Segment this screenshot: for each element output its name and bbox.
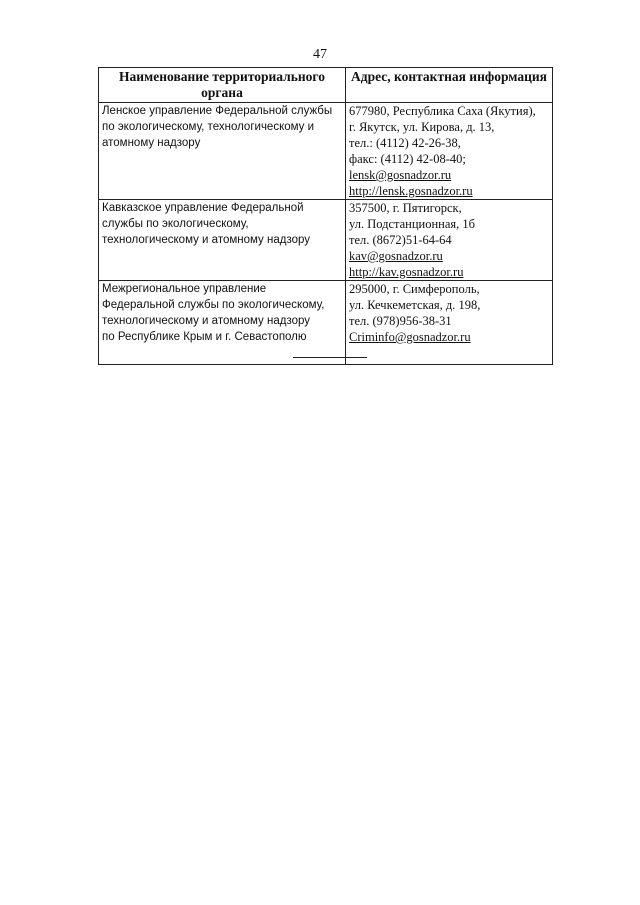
body-name-cell (99, 103, 346, 200)
territorial-bodies-table (98, 67, 553, 365)
address-line: ул. Кечкеметская, д. 198, (349, 298, 481, 312)
email-link[interactable]: lensk@gosnadzor.ru (349, 168, 452, 182)
body-name-line: по Республике Крым и г. Севастополю (102, 331, 307, 343)
body-name-cell (99, 200, 346, 281)
end-divider (293, 357, 367, 358)
body-name-line: службы по экологическому, (102, 218, 249, 230)
website-link[interactable]: http://kav.gosnadzor.ru (349, 265, 464, 279)
address-line: г. Якутск, ул. Кирова, д. 13, (349, 120, 495, 134)
header-name: Наименование территориального органа (99, 68, 346, 103)
contact-info-cell (346, 281, 553, 365)
address-line: 295000, г. Симферополь, (349, 282, 480, 296)
body-name-line: по экологическому, технологическому и (102, 121, 315, 133)
contact-info-cell (346, 103, 553, 200)
email-link[interactable]: kav@gosnadzor.ru (349, 249, 443, 263)
header-address: Адрес, контактная информация (346, 68, 553, 103)
body-name-line: Кавказское управление Федеральной (102, 202, 304, 214)
table-row (99, 281, 553, 365)
table-row (99, 200, 553, 281)
phone-line: тел.: (4112) 42-26-38, (349, 136, 461, 150)
body-name-line: атомному надзору (102, 137, 201, 149)
body-name-line: Федеральной службы по экологическому, (102, 299, 325, 311)
website-link[interactable]: http://lensk.gosnadzor.ru (349, 184, 473, 198)
phone-line: тел. (8672)51-64-64 (349, 233, 452, 247)
body-name-line: Межрегиональное управление (102, 283, 267, 295)
page-number: 47 (313, 47, 327, 62)
body-name-cell (99, 281, 346, 365)
table-header-row (99, 68, 553, 103)
address-line: ул. Подстанционная, 1б (349, 217, 476, 231)
body-name-line: Ленское управление Федеральной службы (102, 105, 333, 117)
address-line: 357500, г. Пятигорск, (349, 201, 462, 215)
contact-info-cell (346, 200, 553, 281)
fax-line: факс: (4112) 42-08-40; (349, 152, 466, 166)
body-name-line: технологическому и атомному надзору (102, 315, 310, 327)
phone-line: тел. (978)956-38-31 (349, 314, 452, 328)
body-name-line: технологическому и атомному надзору (102, 234, 310, 246)
address-line: 677980, Республика Саха (Якутия), (349, 104, 536, 118)
email-link[interactable]: Criminfo@gosnadzor.ru (349, 330, 471, 344)
table-row (99, 103, 553, 200)
